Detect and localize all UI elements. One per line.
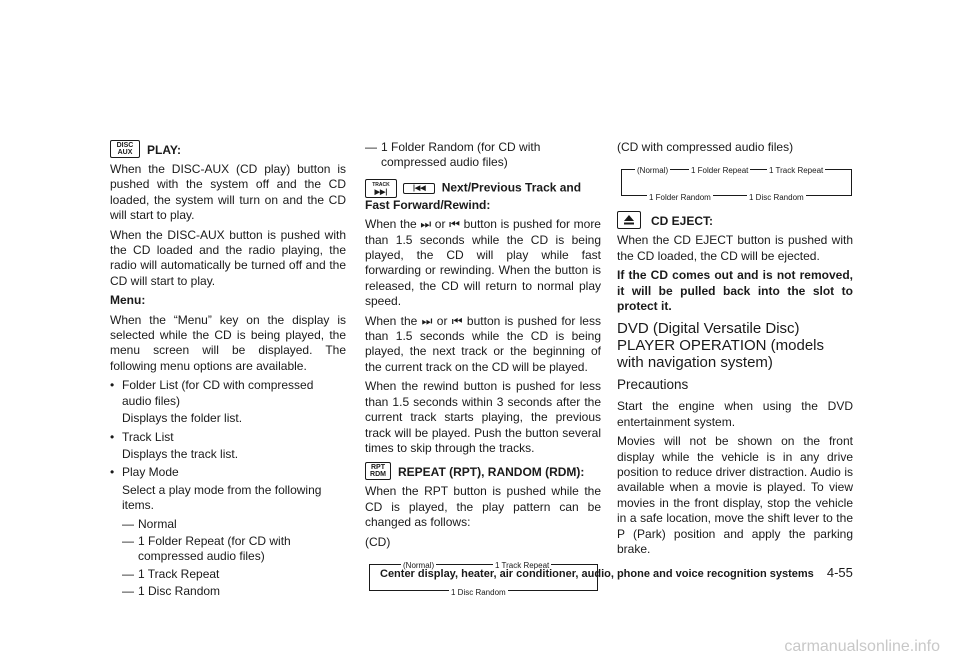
flow-folder-random: 1 Folder Random [647,190,713,205]
page-footer [380,565,920,580]
sub-list-item: — Normal [122,516,177,531]
flow-folder-repeat: 1 Folder Repeat [689,163,750,178]
flow-track-repeat: 1 Track Repeat [493,558,551,573]
compressed-play-pattern-diagram [617,163,853,201]
track-prev-icon: |◀◀ [403,183,435,194]
list-item: • Track List [110,429,174,444]
sub-title: Precautions [617,377,689,393]
page-number: 4-55 [826,565,853,580]
warning-paragraph: If the CD comes out and is not removed, it will be pulled back into the slot to protect it. [617,268,853,314]
column-right [617,140,853,562]
column-left [110,140,346,602]
next-prev-heading: Next/Previous Track and Fast Forward/Rewind: [365,180,582,212]
list-item: • Play Mode [110,465,179,480]
repeat-heading: REPEAT (RPT), RANDOM (RDM): [398,464,585,479]
sub-list-item: — 1 Disc Random [122,584,221,599]
flow-normal: (Normal) [401,558,436,573]
repeat-heading-row [365,462,601,480]
paragraph: Start the engine when using the DVD entertainment system. [617,399,853,429]
paragraph: When the rewind button is pushed for less than 1.5 seconds within 3 seconds after the current track starts playing, the previous track will be played. Push the button several times to skip through the tracks. [365,379,601,455]
flow-disc-random: 1 Disc Random [449,585,508,600]
list-item-desc: Select a play mode from the following items. [122,482,322,513]
watermark: carmanualsonline.info [784,638,940,655]
play-heading: PLAY: [147,142,182,157]
play-heading-row [110,140,346,158]
paragraph: Movies will not be shown on the front display while the vehicle is in any drive position to reduce driver distraction. Audio is available when a movie is played. To view movies in the front display, stop the vehicle in a safe location, move the shift lever to the P (Park) position and apply the parking brake. [617,434,853,557]
next-prev-heading-row [365,179,601,213]
sub-list-item: — 1 Folder Repeat (for CD with compressed audio files) [122,533,291,564]
flow-normal: (Normal) [635,163,670,178]
paragraph: When the ⏭ or ⏮ button is pushed for more than 1.5 seconds while the CD is being played, the CD will play while fast forwarding or rewinding. When the button is released, the CD will return to normal play speed. [365,217,601,309]
paragraph: When the RPT button is pushed while the CD is played, the play pattern can be changed as follows: [365,484,601,530]
menu-heading: Menu: [110,293,146,308]
track-next-icon: TRACK ▶▶| [365,179,397,198]
flow-track-repeat: 1 Track Repeat [767,163,825,178]
paragraph: When the “Menu” key on the display is selected while the CD is being played, the menu screen will be displayed. The following menu options are available. [110,312,346,373]
cd-label: (CD) [365,534,391,549]
section-title: DVD (Digital Versatile Disc) PLAYER OPERATION (models with navigation system) [617,320,824,372]
column-middle [365,140,601,602]
sub-list-item: — 1 Track Repeat [122,566,220,581]
disc-aux-icon: DISC AUX [110,140,140,158]
eject-heading-row [617,211,853,229]
eject-heading: CD EJECT: [651,214,714,228]
paragraph: When the DISC-AUX (CD play) button is pushed with the system off and the CD loaded, the system will turn on and the CD will start to play. [110,162,346,223]
paragraph: When the ⏭ or ⏮ button is pushed for less than 1.5 seconds while the CD is being played, the next track or the beginning of the current track on the CD will be played. [365,313,601,374]
paragraph: When the CD EJECT button is pushed with the CD loaded, the CD will be ejected. [617,233,853,263]
flow-disc-random: 1 Disc Random [747,190,806,205]
rpt-rdm-icon: RPT RDM [365,462,391,480]
list-item: • Folder List (for CD with compressed audio files) [110,378,314,408]
sub-list-item: — 1 Folder Random (for CD with compressed audio files) [365,140,541,170]
footer-title: Center display, heater, air conditioner, audio, phone and voice recognition systems [380,568,814,580]
list-item-desc: Displays the folder list. [122,411,243,426]
eject-icon [617,211,641,229]
paragraph: When the DISC-AUX button is pushed with the CD loaded and the radio playing, the radio will automatically be turned off and the CD will start to play. [110,227,346,288]
compressed-label: (CD with compressed audio files) [617,140,794,154]
list-item-desc: Displays the track list. [122,446,239,461]
